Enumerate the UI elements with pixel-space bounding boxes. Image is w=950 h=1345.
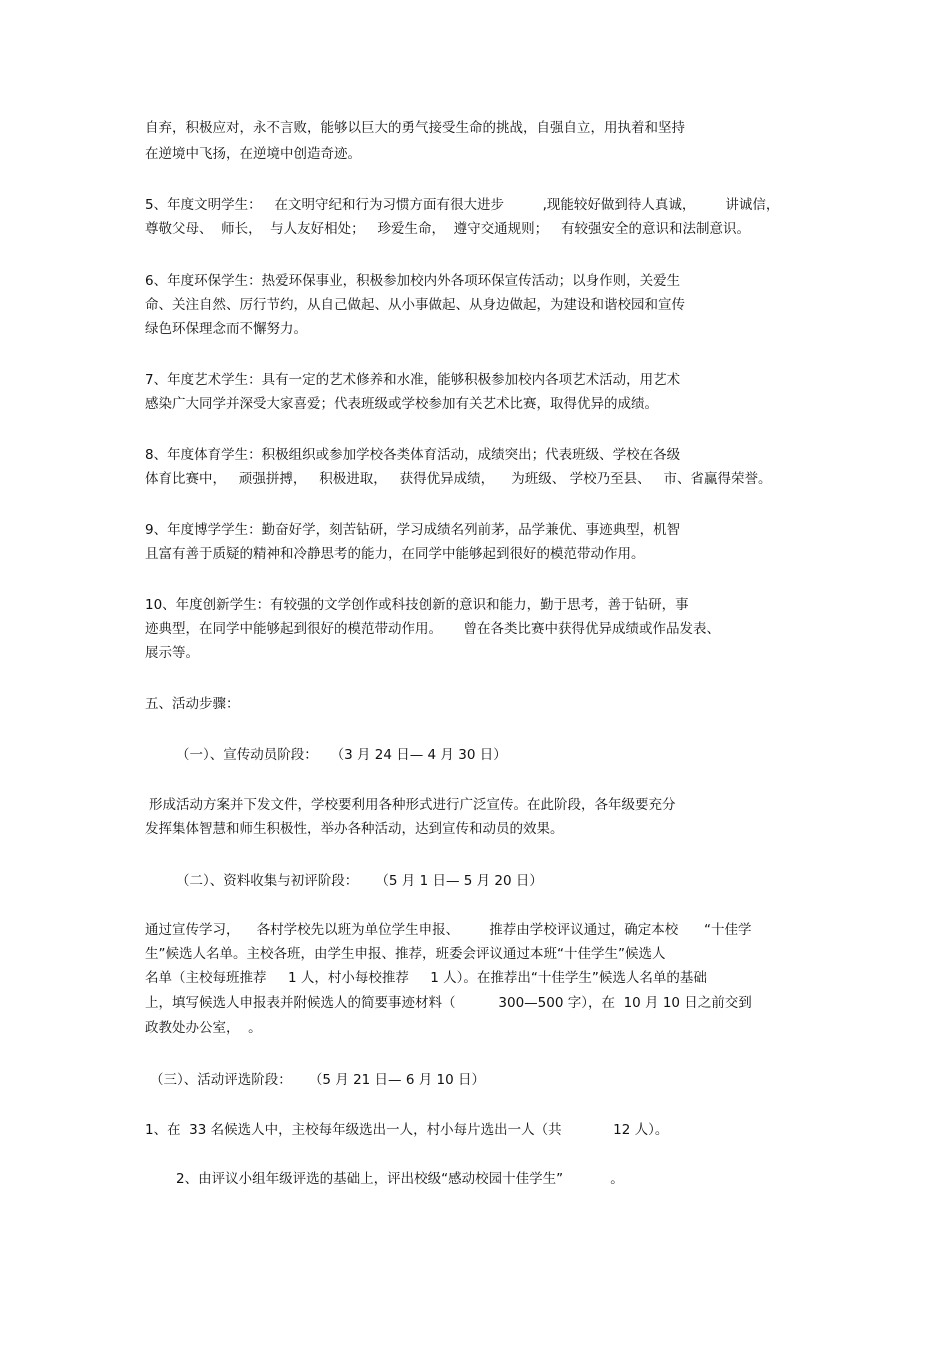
intro-line: 在逆境中飞扬，在逆境中创造奇迹。 [145, 146, 361, 162]
item10-line: 10、年度创新学生：有较强的文学创作或科技创新的意识和能力，勤于思考，善于钻研，事 [145, 597, 689, 613]
item8-line: 体育比赛中， 顽强拼搏， 积极进取， 获得优异成绩， 为班级、 学校乃至县、 市、省赢得荣誉。 [145, 471, 772, 487]
stage1-body-line: 形成活动方案并下发文件，学校要利用各种形式进行广泛宣传。在此阶段，各年级要充分 [149, 797, 676, 813]
stage1-body-line: 发挥集体智慧和师生积极性，举办各种活动，达到宣传和动员的效果。 [145, 821, 564, 837]
stage-heading: （二）、资料收集与初评阶段： （5 月 1 日— 5 月 20 日） [176, 873, 543, 889]
item7-line: 感染广大同学并深受大家喜爱；代表班级或学校参加有关艺术比赛，取得优异的成绩。 [145, 396, 658, 412]
item10-line: 迹典型，在同学中能够起到很好的模范带动作用。 曾在各类比赛中获得优异成绩或作品发表、 [145, 621, 720, 637]
stage2-body-line: 政教处办公室， 。 [145, 1020, 262, 1036]
stage2-body-line: 生”候选人名单。主校各班，由学生申报、推荐，班委会评议通过本班“十佳学生”候选人 [145, 946, 666, 962]
item6-line: 6、年度环保学生：热爱环保事业，积极参加校内外各项环保宣传活动；以身作则，关爱生 [145, 273, 681, 289]
item9-line: 9、年度博学学生：勤奋好学，刻苦钻研，学习成绩名列前茅，品学兼优、事迹典型，机智 [145, 522, 681, 538]
stage-heading: （三）、活动评选阶段： （5 月 21 日— 6 月 10 日） [150, 1072, 485, 1088]
step-line: 2、由评议小组年级评选的基础上，评出校级“感动校园十佳学生” 。 [176, 1171, 624, 1187]
stage2-body-line: 通过宣传学习， 各村学校先以班为单位学生申报、 推荐由学校评议通过，确定本校 “十佳学 [145, 922, 752, 938]
stage2-body-line: 上，填写候选人申报表并附候选人的简要事迹材料（ 300—500 字），在 10 月 10 日之前交到 [145, 995, 752, 1011]
item5-line: 尊敬父母、 师长， 与人友好相处； 珍爱生命， 遵守交通规则； 有较强安全的意识和法制意识。 [145, 221, 750, 237]
section-heading: 五、活动步骤： [145, 696, 240, 712]
item8-line: 8、年度体育学生：积极组织或参加学校各类体育活动，成绩突出；代表班级、学校在各级 [145, 447, 681, 463]
item10-line: 展示等。 [145, 645, 199, 661]
stage2-body-line: 名单（主校每班推荐 1 人，村小每校推荐 1 人）。在推荐出“十佳学生”候选人名单的基础 [145, 970, 707, 986]
item9-line: 且富有善于质疑的精神和冷静思考的能力，在同学中能够起到很好的模范带动作用。 [145, 546, 645, 562]
item7-line: 7、年度艺术学生：具有一定的艺术修养和水准，能够积极参加校内各项艺术活动，用艺术 [145, 372, 681, 388]
intro-line: 自弃，积极应对，永不言败，能够以巨大的勇气接受生命的挑战，自强自立，用执着和坚持 [145, 120, 685, 136]
step-line: 1、在 33 名候选人中，主校每年级选出一人，村小每片选出一人（共 12 人）。 [145, 1122, 669, 1138]
item6-line: 命、关注自然、厉行节约，从自己做起、从小事做起、从身边做起，为建设和谐校园和宣传 [145, 297, 685, 313]
stage-heading: （一）、宣传动员阶段： （3 月 24 日— 4 月 30 日） [176, 747, 507, 763]
item6-line: 绿色环保理念而不懈努力。 [145, 321, 307, 337]
item5-line: 5、年度文明学生： 在文明守纪和行为习惯方面有很大进步 ,现能较好做到待人真诚， 讲诚信， [145, 197, 780, 213]
